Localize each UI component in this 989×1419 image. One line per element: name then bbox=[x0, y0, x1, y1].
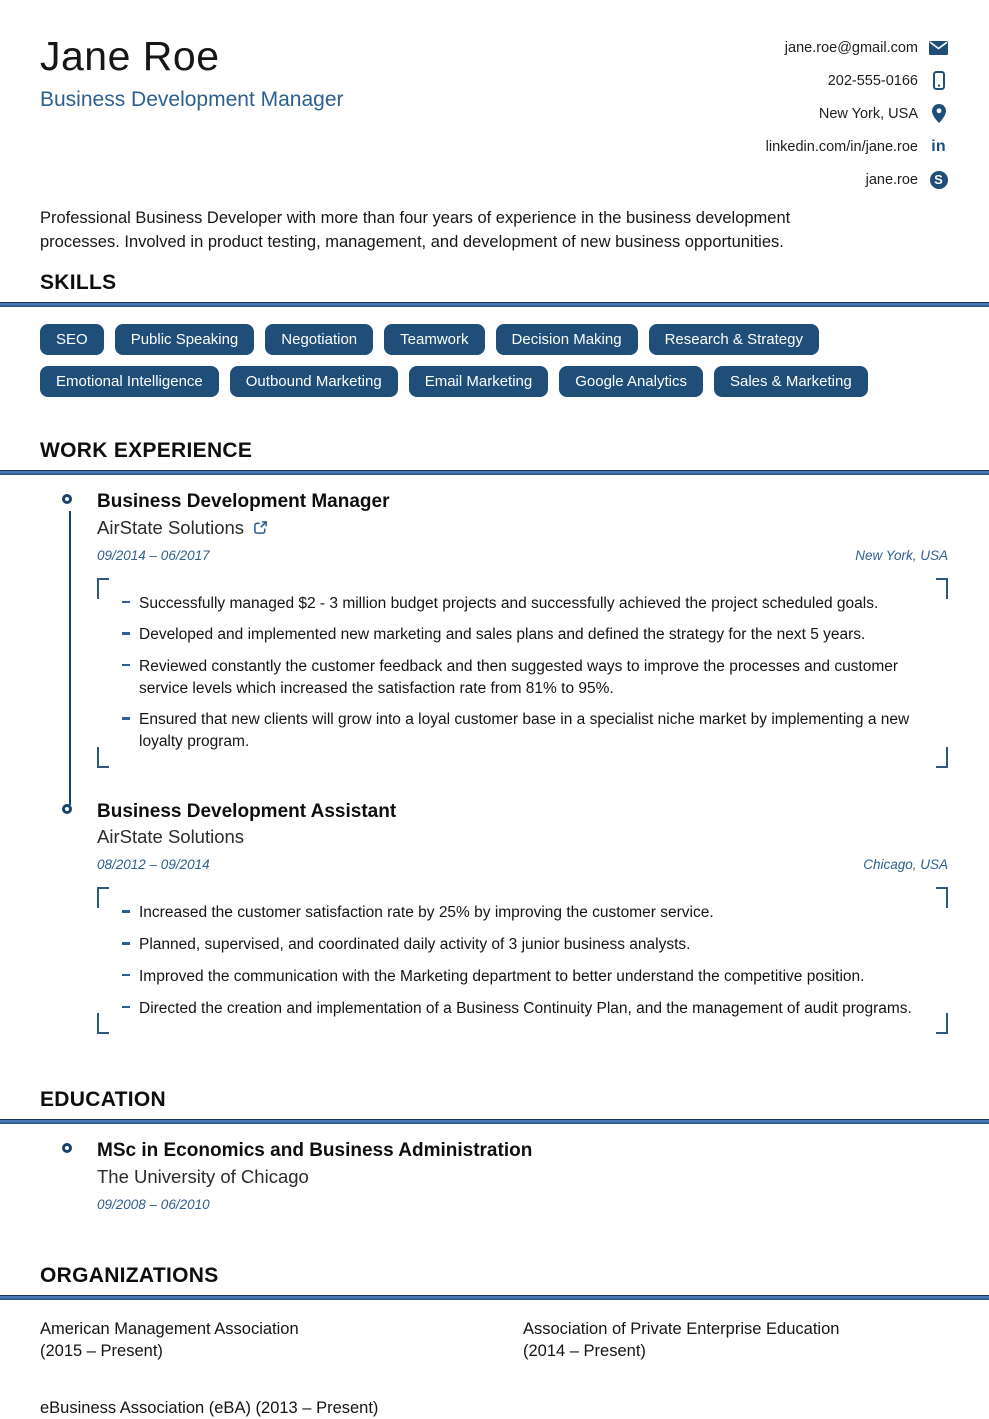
organization-name: American Management Association bbox=[40, 1319, 299, 1338]
organization-item bbox=[523, 1318, 948, 1363]
linkedin-icon: in bbox=[931, 137, 946, 155]
job-company-name: AirState Solutions bbox=[97, 826, 245, 848]
bullet-item: Successfully managed $2 - 3 million budget projects and successfully achieved the project scheduled goals. bbox=[122, 593, 922, 615]
external-link-icon[interactable] bbox=[253, 520, 268, 535]
bracket-corner bbox=[936, 747, 948, 768]
phone-icon bbox=[929, 71, 948, 90]
job-company-name: AirState Solutions bbox=[97, 516, 245, 538]
skill-pill: Google Analytics bbox=[559, 366, 703, 397]
education-dates: 09/2008 – 06/2010 bbox=[97, 1196, 210, 1212]
skype-icon: S bbox=[929, 170, 948, 189]
skills-heading: SKILLS bbox=[40, 270, 117, 294]
section-divider bbox=[0, 1119, 989, 1124]
job-title: Business Development Manager bbox=[97, 490, 390, 512]
job-meta bbox=[97, 548, 948, 563]
job-dates: 08/2012 – 09/2014 bbox=[97, 857, 210, 873]
section-divider bbox=[0, 470, 989, 475]
timeline-dot bbox=[62, 494, 72, 504]
organizations-list bbox=[0, 1318, 989, 1419]
bullet-item: Directed the creation and implementation of a Business Continuity Plan, and the management of audit programs. bbox=[122, 998, 922, 1020]
job-entry bbox=[40, 800, 948, 1035]
organization-item bbox=[40, 1318, 523, 1363]
education-entries bbox=[0, 1139, 989, 1212]
organizations-heading: ORGANIZATIONS bbox=[40, 1263, 219, 1287]
bullet-item: Planned, supervised, and coordinated daily activity of 3 junior business analysts. bbox=[122, 934, 922, 956]
header bbox=[0, 0, 989, 189]
job-company bbox=[97, 517, 948, 539]
job-location: New York, USA bbox=[855, 547, 948, 563]
degree-title: MSc in Economics and Business Administration bbox=[97, 1140, 533, 1162]
education-section-head bbox=[0, 1088, 989, 1124]
job-dates: 09/2014 – 06/2017 bbox=[97, 547, 210, 563]
skill-pill: Negotiation bbox=[265, 324, 373, 355]
job-location: Chicago, USA bbox=[863, 857, 948, 873]
bracket-corner bbox=[936, 1013, 948, 1034]
timeline-dot bbox=[62, 1143, 72, 1153]
summary-text: Professional Business Developer with more than four years of experience in the business development processes. Involved in product testing, management, and development of new business opportunities. bbox=[40, 209, 791, 251]
job-title: Business Development Assistant bbox=[97, 800, 397, 822]
bullet-item: Increased the customer satisfaction rate by 25% by improving the customer service. bbox=[122, 902, 922, 924]
organizations-section-head bbox=[0, 1264, 989, 1300]
skill-pill: Sales & Marketing bbox=[714, 366, 868, 397]
email-icon bbox=[929, 38, 948, 57]
bracket-corner bbox=[97, 887, 109, 908]
education-heading: EDUCATION bbox=[40, 1088, 166, 1112]
bracket-corner bbox=[936, 887, 948, 908]
organization-period: (2014 – Present) bbox=[523, 1342, 646, 1361]
skill-pill: Email Marketing bbox=[409, 366, 549, 397]
person-job-title: Business Development Manager bbox=[40, 88, 344, 112]
section-divider bbox=[0, 1295, 989, 1300]
skill-pill: Teamwork bbox=[384, 324, 484, 355]
organization-name: Association of Private Enterprise Education bbox=[523, 1319, 840, 1338]
education-meta bbox=[97, 1197, 948, 1212]
organization-name: eBusiness Association (eBA) (2013 – Present) bbox=[40, 1398, 379, 1417]
skill-pill: SEO bbox=[40, 324, 104, 355]
skills-list bbox=[0, 324, 989, 397]
work-heading: WORK EXPERIENCE bbox=[40, 438, 253, 462]
skill-pill: Emotional Intelligence bbox=[40, 366, 219, 397]
bullet-item: Developed and implemented new marketing and sales plans and defined the strategy for the next 5 years. bbox=[122, 624, 922, 646]
contact-skype-text: jane.roe bbox=[865, 171, 918, 188]
skills-section-head bbox=[0, 271, 989, 307]
organization-period: (2015 – Present) bbox=[40, 1342, 163, 1361]
education-entry bbox=[40, 1139, 948, 1212]
bracket-corner bbox=[936, 578, 948, 599]
school-name: The University of Chicago bbox=[97, 1165, 309, 1187]
bullet-item: Ensured that new clients will grow into a loyal customer base in a specialist niche market by implementing a new loyalty program. bbox=[122, 709, 922, 752]
contact-phone-text: 202-555-0166 bbox=[827, 72, 918, 89]
skill-pill: Public Speaking bbox=[115, 324, 255, 355]
timeline-dot bbox=[62, 804, 72, 814]
section-divider bbox=[0, 302, 989, 307]
bullet-item: Reviewed constantly the customer feedback and then suggested ways to improve the processes and customer service levels which increased the satisfaction rate from 81% to 95%. bbox=[122, 656, 922, 699]
contact-skype[interactable] bbox=[766, 170, 948, 189]
contact-location bbox=[766, 104, 948, 123]
contact-linkedin[interactable] bbox=[766, 137, 948, 156]
job-entry bbox=[40, 490, 948, 768]
contact-linkedin-text: linkedin.com/in/jane.roe bbox=[765, 138, 918, 155]
contact-location-text: New York, USA bbox=[818, 105, 918, 122]
skill-pill: Research & Strategy bbox=[649, 324, 819, 355]
job-bullets bbox=[97, 887, 948, 1034]
organization-item bbox=[40, 1397, 523, 1419]
job-meta bbox=[97, 857, 948, 872]
work-section-head bbox=[0, 439, 989, 475]
contact-phone[interactable] bbox=[766, 71, 948, 90]
job-bullets bbox=[97, 578, 948, 768]
bracket-corner bbox=[97, 1013, 109, 1034]
skill-pill: Outbound Marketing bbox=[230, 366, 398, 397]
contact-email-text: jane.roe@gmail.com bbox=[784, 39, 918, 56]
contact-block bbox=[766, 38, 948, 189]
bracket-corner bbox=[97, 578, 109, 599]
job-company bbox=[97, 826, 948, 848]
identity-block bbox=[40, 34, 344, 189]
bracket-corner bbox=[97, 747, 109, 768]
contact-email[interactable] bbox=[766, 38, 948, 57]
skill-pill: Decision Making bbox=[496, 324, 638, 355]
bullet-item: Improved the communication with the Marketing department to better understand the competitive position. bbox=[122, 966, 922, 988]
person-name: Jane Roe bbox=[40, 33, 220, 79]
work-entries bbox=[0, 490, 989, 1034]
location-icon bbox=[929, 104, 948, 123]
